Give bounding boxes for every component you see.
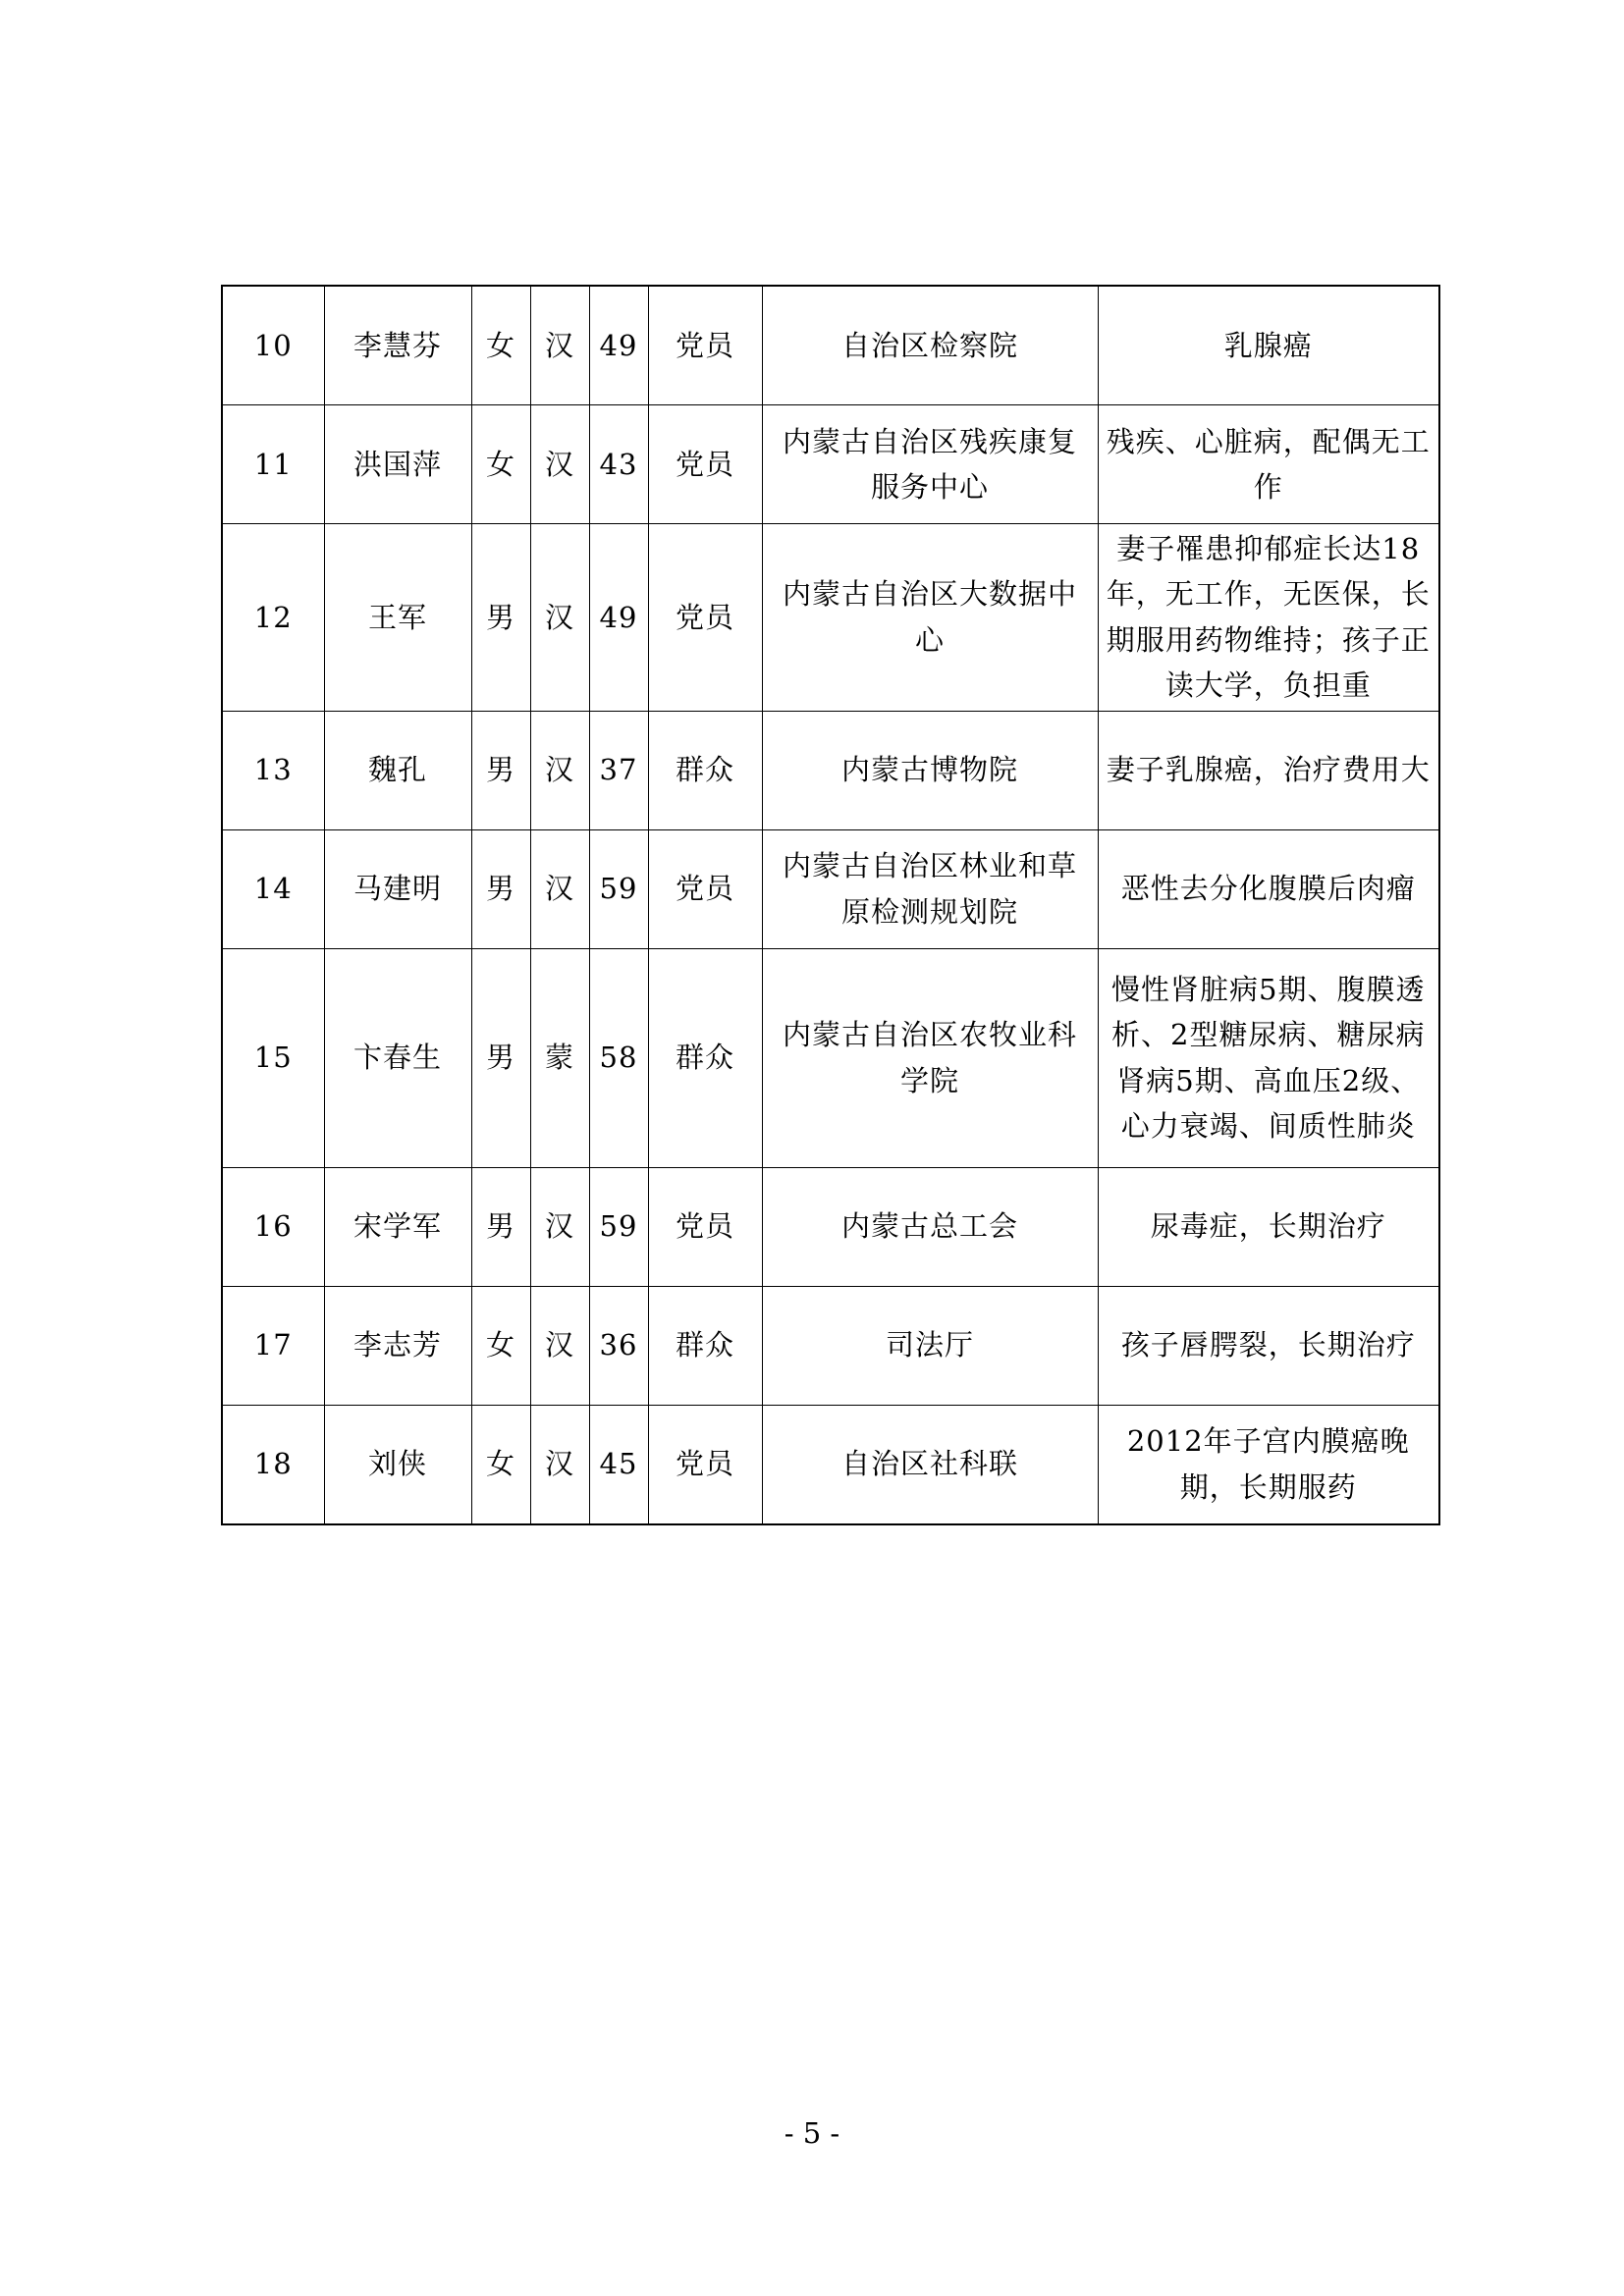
ethnicity-cell: 汉	[530, 1405, 589, 1524]
row-number-cell: 18	[222, 1405, 324, 1524]
table-row	[222, 286, 1439, 405]
hardship-table	[221, 285, 1440, 1525]
gender-cell: 男	[471, 711, 530, 829]
name-cell: 宋学军	[324, 1167, 471, 1286]
gender-cell: 女	[471, 1286, 530, 1405]
work-unit-cell: 自治区检察院	[762, 286, 1098, 405]
gender-cell: 女	[471, 405, 530, 524]
situation-cell: 孩子唇腭裂，长期治疗	[1098, 1286, 1439, 1405]
age-cell: 58	[589, 948, 648, 1167]
age-cell: 45	[589, 1405, 648, 1524]
situation-cell: 恶性去分化腹膜后肉瘤	[1098, 829, 1439, 948]
work-unit-cell: 自治区社科联	[762, 1405, 1098, 1524]
name-cell: 洪国萍	[324, 405, 471, 524]
political-status-cell: 党员	[648, 405, 762, 524]
table-row	[222, 948, 1439, 1167]
gender-cell: 男	[471, 948, 530, 1167]
gender-cell: 男	[471, 1167, 530, 1286]
situation-cell: 乳腺癌	[1098, 286, 1439, 405]
name-cell: 李慧芬	[324, 286, 471, 405]
ethnicity-cell: 汉	[530, 1167, 589, 1286]
political-status-cell: 党员	[648, 286, 762, 405]
table-row	[222, 524, 1439, 712]
row-number-cell: 10	[222, 286, 324, 405]
table-row	[222, 405, 1439, 524]
work-unit-cell: 内蒙古博物院	[762, 711, 1098, 829]
situation-cell: 妻子罹患抑郁症长达18年，无工作，无医保，长期服用药物维持；孩子正读大学，负担重	[1098, 524, 1439, 712]
gender-cell: 男	[471, 829, 530, 948]
political-status-cell: 党员	[648, 1167, 762, 1286]
table-row	[222, 1286, 1439, 1405]
situation-cell: 2012年子宫内膜癌晚期，长期服药	[1098, 1405, 1439, 1524]
ethnicity-cell: 汉	[530, 829, 589, 948]
name-cell: 马建明	[324, 829, 471, 948]
political-status-cell: 群众	[648, 1286, 762, 1405]
ethnicity-cell: 汉	[530, 524, 589, 712]
work-unit-cell: 司法厅	[762, 1286, 1098, 1405]
ethnicity-cell: 汉	[530, 711, 589, 829]
ethnicity-cell: 蒙	[530, 948, 589, 1167]
name-cell: 李志芳	[324, 1286, 471, 1405]
age-cell: 59	[589, 829, 648, 948]
page-number: - 5 -	[784, 2116, 840, 2150]
situation-cell: 尿毒症，长期治疗	[1098, 1167, 1439, 1286]
gender-cell: 男	[471, 524, 530, 712]
age-cell: 49	[589, 286, 648, 405]
situation-cell: 慢性肾脏病5期、腹膜透析、2型糖尿病、糖尿病肾病5期、高血压2级、心力衰竭、间质性肺炎	[1098, 948, 1439, 1167]
age-cell: 49	[589, 524, 648, 712]
row-number-cell: 14	[222, 829, 324, 948]
row-number-cell: 12	[222, 524, 324, 712]
ethnicity-cell: 汉	[530, 286, 589, 405]
age-cell: 59	[589, 1167, 648, 1286]
name-cell: 魏孔	[324, 711, 471, 829]
table-row	[222, 711, 1439, 829]
table-row	[222, 1167, 1439, 1286]
political-status-cell: 群众	[648, 711, 762, 829]
political-status-cell: 群众	[648, 948, 762, 1167]
age-cell: 43	[589, 405, 648, 524]
situation-cell: 残疾、心脏病，配偶无工作	[1098, 405, 1439, 524]
situation-cell: 妻子乳腺癌，治疗费用大	[1098, 711, 1439, 829]
table-row	[222, 829, 1439, 948]
gender-cell: 女	[471, 1405, 530, 1524]
age-cell: 37	[589, 711, 648, 829]
row-number-cell: 11	[222, 405, 324, 524]
ethnicity-cell: 汉	[530, 1286, 589, 1405]
work-unit-cell: 内蒙古总工会	[762, 1167, 1098, 1286]
political-status-cell: 党员	[648, 1405, 762, 1524]
gender-cell: 女	[471, 286, 530, 405]
age-cell: 36	[589, 1286, 648, 1405]
row-number-cell: 17	[222, 1286, 324, 1405]
table-row	[222, 1405, 1439, 1524]
row-number-cell: 15	[222, 948, 324, 1167]
ethnicity-cell: 汉	[530, 405, 589, 524]
name-cell: 卞春生	[324, 948, 471, 1167]
row-number-cell: 13	[222, 711, 324, 829]
work-unit-cell: 内蒙古自治区残疾康复服务中心	[762, 405, 1098, 524]
political-status-cell: 党员	[648, 524, 762, 712]
work-unit-cell: 内蒙古自治区农牧业科学院	[762, 948, 1098, 1167]
name-cell: 刘侠	[324, 1405, 471, 1524]
political-status-cell: 党员	[648, 829, 762, 948]
work-unit-cell: 内蒙古自治区林业和草原检测规划院	[762, 829, 1098, 948]
work-unit-cell: 内蒙古自治区大数据中心	[762, 524, 1098, 712]
table-body	[222, 286, 1439, 1524]
name-cell: 王军	[324, 524, 471, 712]
row-number-cell: 16	[222, 1167, 324, 1286]
